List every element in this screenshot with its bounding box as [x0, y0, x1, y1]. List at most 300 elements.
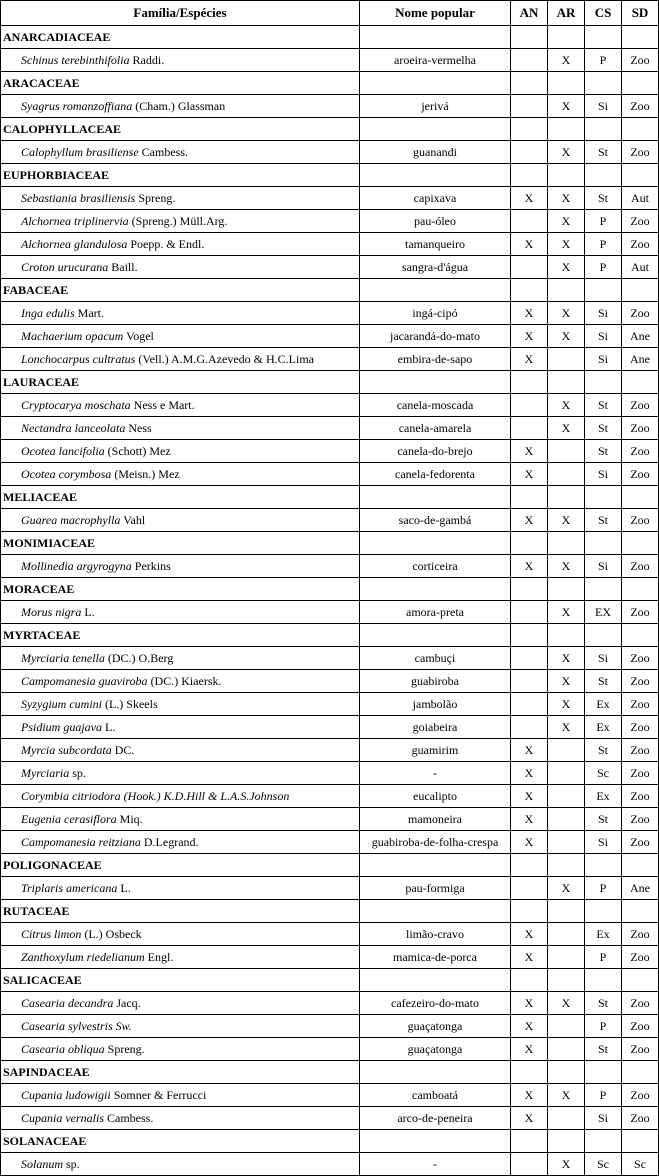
species-author: Perkins	[131, 559, 171, 573]
popular-name: -	[360, 1153, 511, 1176]
species-name	[1, 210, 360, 233]
cs-value: St	[585, 808, 622, 831]
species-author: Spreng.	[135, 191, 176, 205]
sd-value: Zoo	[622, 417, 659, 440]
species-name	[1, 647, 360, 670]
family-name: EUPHORBIACEAE	[1, 164, 360, 187]
family-row-empty-cell	[360, 26, 511, 49]
popular-name: guabiroba	[360, 670, 511, 693]
cs-value: EX	[585, 601, 622, 624]
species-name	[1, 693, 360, 716]
sd-value: Zoo	[622, 141, 659, 164]
header-row	[1, 1, 659, 26]
popular-name: arco-de-peneira	[360, 1107, 511, 1130]
an-mark	[511, 670, 548, 693]
header-popular-name: Nome popular	[360, 1, 511, 26]
family-name: RUTACEAE	[1, 900, 360, 923]
species-author: (Spreng.) Müll.Arg.	[128, 214, 228, 228]
cs-value: Si	[585, 463, 622, 486]
species-row	[1, 693, 659, 716]
cs-value: P	[585, 210, 622, 233]
cs-value: Si	[585, 348, 622, 371]
family-name: SOLANACEAE	[1, 1130, 360, 1153]
sd-value: Zoo	[622, 440, 659, 463]
an-mark	[511, 1153, 548, 1176]
cs-value: P	[585, 233, 622, 256]
ar-mark	[548, 831, 585, 854]
an-mark	[511, 141, 548, 164]
family-row-empty-cell	[360, 118, 511, 141]
an-mark: X	[511, 302, 548, 325]
family-row-empty-cell	[585, 1061, 622, 1084]
ar-mark: X	[548, 302, 585, 325]
ar-mark	[548, 1107, 585, 1130]
species-name	[1, 946, 360, 969]
sd-value: Zoo	[622, 992, 659, 1015]
species-genus: Alchornea triplinervia	[21, 214, 129, 228]
family-row	[1, 532, 659, 555]
species-author: L.	[81, 605, 95, 619]
ar-mark: X	[548, 95, 585, 118]
species-row	[1, 1084, 659, 1107]
sd-value: Ane	[622, 877, 659, 900]
species-genus: Ocotea corymbosa	[21, 467, 112, 481]
species-genus: Myrciaria	[21, 766, 70, 780]
species-name	[1, 831, 360, 854]
family-row-empty-cell	[360, 371, 511, 394]
an-mark	[511, 647, 548, 670]
species-author: Cambess.	[138, 145, 189, 159]
family-row-empty-cell	[585, 26, 622, 49]
cs-value: Ex	[585, 785, 622, 808]
species-name	[1, 440, 360, 463]
family-row	[1, 26, 659, 49]
species-author: DC.	[111, 743, 135, 757]
popular-name: jacarandá-do-mato	[360, 325, 511, 348]
family-row-empty-cell	[585, 371, 622, 394]
an-mark: X	[511, 325, 548, 348]
species-genus: Mollinedia argyrogyna	[21, 559, 132, 573]
sd-value: Zoo	[622, 1038, 659, 1061]
table-body	[1, 26, 659, 1176]
species-name	[1, 141, 360, 164]
family-row-empty-cell	[511, 578, 548, 601]
family-row	[1, 1061, 659, 1084]
family-row-empty-cell	[511, 1130, 548, 1153]
species-row	[1, 1038, 659, 1061]
species-genus: Psidium guajava	[21, 720, 102, 734]
species-author: Raddi.	[129, 53, 165, 67]
sd-value: Aut	[622, 187, 659, 210]
cs-value: St	[585, 670, 622, 693]
species-author: Vahl	[120, 513, 146, 527]
cs-value: P	[585, 49, 622, 72]
an-mark: X	[511, 946, 548, 969]
family-row-empty-cell	[585, 118, 622, 141]
species-name	[1, 325, 360, 348]
family-name: SALICACEAE	[1, 969, 360, 992]
family-row-empty-cell	[548, 854, 585, 877]
header-sd: SD	[622, 1, 659, 26]
species-row	[1, 785, 659, 808]
popular-name: goiabeira	[360, 716, 511, 739]
family-row	[1, 854, 659, 877]
family-row-empty-cell	[622, 532, 659, 555]
species-row	[1, 325, 659, 348]
cs-value: Si	[585, 647, 622, 670]
ar-mark: X	[548, 647, 585, 670]
an-mark	[511, 95, 548, 118]
species-genus: Cryptocarya moschata	[21, 398, 131, 412]
family-row-empty-cell	[622, 486, 659, 509]
popular-name: guaçatonga	[360, 1038, 511, 1061]
popular-name: mamica-de-porca	[360, 946, 511, 969]
species-author: Somner & Ferrucci	[110, 1088, 207, 1102]
sd-value: Zoo	[622, 555, 659, 578]
family-row-empty-cell	[511, 118, 548, 141]
family-row-empty-cell	[360, 1130, 511, 1153]
popular-name: canela-moscada	[360, 394, 511, 417]
sd-value: Zoo	[622, 693, 659, 716]
species-name	[1, 394, 360, 417]
an-mark: X	[511, 739, 548, 762]
species-genus: Cupania vernalis	[21, 1111, 104, 1125]
an-mark: X	[511, 762, 548, 785]
popular-name: guabiroba-de-folha-crespa	[360, 831, 511, 854]
popular-name: canela-fedorenta	[360, 463, 511, 486]
ar-mark	[548, 785, 585, 808]
species-name	[1, 1038, 360, 1061]
family-row-empty-cell	[360, 164, 511, 187]
sd-value: Zoo	[622, 463, 659, 486]
family-row-empty-cell	[585, 578, 622, 601]
species-genus: Campomanesia reitziana	[21, 835, 141, 849]
species-row	[1, 256, 659, 279]
an-mark: X	[511, 440, 548, 463]
species-name	[1, 716, 360, 739]
popular-name: tamanqueiro	[360, 233, 511, 256]
family-row	[1, 900, 659, 923]
species-author: Vogel	[123, 329, 154, 343]
cs-value: Si	[585, 1107, 622, 1130]
ar-mark: X	[548, 256, 585, 279]
an-mark	[511, 716, 548, 739]
sd-value: Zoo	[622, 95, 659, 118]
family-name: MONIMIACEAE	[1, 532, 360, 555]
species-name	[1, 187, 360, 210]
family-row-empty-cell	[585, 624, 622, 647]
species-genus: Myrcia subcordata	[21, 743, 112, 757]
species-row	[1, 210, 659, 233]
sd-value: Zoo	[622, 1107, 659, 1130]
family-row-empty-cell	[511, 969, 548, 992]
species-row	[1, 141, 659, 164]
species-name	[1, 302, 360, 325]
family-row-empty-cell	[548, 578, 585, 601]
family-row-empty-cell	[548, 164, 585, 187]
family-row-empty-cell	[622, 279, 659, 302]
cs-value: P	[585, 877, 622, 900]
species-row	[1, 49, 659, 72]
ar-mark	[548, 1038, 585, 1061]
family-name: MYRTACEAE	[1, 624, 360, 647]
family-row-empty-cell	[622, 72, 659, 95]
family-name: ARACACEAE	[1, 72, 360, 95]
family-row-empty-cell	[622, 164, 659, 187]
species-name	[1, 1015, 360, 1038]
an-mark: X	[511, 463, 548, 486]
sd-value: Zoo	[622, 509, 659, 532]
family-name: CALOPHYLLACEAE	[1, 118, 360, 141]
popular-name: guaçatonga	[360, 1015, 511, 1038]
species-genus: Myrciaria tenella	[21, 651, 105, 665]
popular-name: pau-formiga	[360, 877, 511, 900]
family-row-empty-cell	[585, 900, 622, 923]
ar-mark	[548, 739, 585, 762]
sd-value: Zoo	[622, 210, 659, 233]
family-row-empty-cell	[585, 72, 622, 95]
cs-value: Ex	[585, 693, 622, 716]
family-row	[1, 164, 659, 187]
species-row	[1, 348, 659, 371]
species-genus: Guarea macrophylla	[21, 513, 121, 527]
popular-name: camboatá	[360, 1084, 511, 1107]
ar-mark: X	[548, 601, 585, 624]
species-row	[1, 831, 659, 854]
ar-mark: X	[548, 141, 585, 164]
family-row-empty-cell	[585, 279, 622, 302]
species-name	[1, 463, 360, 486]
family-name: POLIGONACEAE	[1, 854, 360, 877]
cs-value: Ex	[585, 923, 622, 946]
cs-value: P	[585, 256, 622, 279]
an-mark: X	[511, 923, 548, 946]
family-row-empty-cell	[511, 72, 548, 95]
species-author: L.	[117, 881, 131, 895]
species-row	[1, 509, 659, 532]
species-genus: Citrus limon	[21, 927, 82, 941]
family-row-empty-cell	[360, 1061, 511, 1084]
species-genus: Morus nigra	[21, 605, 82, 619]
sd-value: Zoo	[622, 302, 659, 325]
sd-value: Ane	[622, 348, 659, 371]
family-row	[1, 1130, 659, 1153]
species-genus: Inga edulis	[21, 306, 75, 320]
popular-name: eucalipto	[360, 785, 511, 808]
family-row-empty-cell	[548, 532, 585, 555]
species-name	[1, 877, 360, 900]
popular-name: canela-do-brejo	[360, 440, 511, 463]
family-row-empty-cell	[360, 578, 511, 601]
ar-mark: X	[548, 1084, 585, 1107]
cs-value: St	[585, 992, 622, 1015]
species-row	[1, 716, 659, 739]
species-author: Spreng.	[104, 1042, 145, 1056]
species-name	[1, 95, 360, 118]
family-row	[1, 578, 659, 601]
cs-value: Ex	[585, 716, 622, 739]
family-name: SAPINDACEAE	[1, 1061, 360, 1084]
family-row	[1, 118, 659, 141]
species-row	[1, 302, 659, 325]
species-row	[1, 923, 659, 946]
family-name: MORACEAE	[1, 578, 360, 601]
species-genus: Machaerium opacum	[21, 329, 124, 343]
ar-mark: X	[548, 992, 585, 1015]
ar-mark: X	[548, 417, 585, 440]
family-row	[1, 486, 659, 509]
species-genus: Eugenia cerasiflora	[21, 812, 117, 826]
ar-mark	[548, 808, 585, 831]
species-genus: Lonchocarpus cultratus	[21, 352, 136, 366]
family-row-empty-cell	[585, 164, 622, 187]
an-mark: X	[511, 348, 548, 371]
family-row-empty-cell	[511, 900, 548, 923]
ar-mark: X	[548, 509, 585, 532]
family-row-empty-cell	[360, 900, 511, 923]
family-row-empty-cell	[622, 1130, 659, 1153]
sd-value: Ane	[622, 325, 659, 348]
an-mark: X	[511, 1015, 548, 1038]
species-row	[1, 187, 659, 210]
popular-name: capixava	[360, 187, 511, 210]
an-mark: X	[511, 831, 548, 854]
ar-mark: X	[548, 877, 585, 900]
family-row-empty-cell	[548, 969, 585, 992]
ar-mark: X	[548, 555, 585, 578]
species-genus: Sebastiania brasiliensis	[21, 191, 136, 205]
species-genus: Ocotea lancifolia	[21, 444, 105, 458]
an-mark: X	[511, 509, 548, 532]
family-row-empty-cell	[548, 900, 585, 923]
ar-mark: X	[548, 716, 585, 739]
an-mark	[511, 877, 548, 900]
cs-value: Si	[585, 325, 622, 348]
family-row-empty-cell	[548, 1130, 585, 1153]
sd-value: Zoo	[622, 785, 659, 808]
species-author: D.Legrand.	[140, 835, 199, 849]
cs-value: St	[585, 187, 622, 210]
popular-name: embira-de-sapo	[360, 348, 511, 371]
species-row	[1, 670, 659, 693]
species-row	[1, 1107, 659, 1130]
species-row	[1, 601, 659, 624]
ar-mark: X	[548, 187, 585, 210]
sd-value: Zoo	[622, 601, 659, 624]
cs-value: Si	[585, 95, 622, 118]
sd-value: Aut	[622, 256, 659, 279]
species-row	[1, 877, 659, 900]
family-row-empty-cell	[622, 1061, 659, 1084]
family-row-empty-cell	[360, 624, 511, 647]
species-row	[1, 394, 659, 417]
popular-name: ingá-cipó	[360, 302, 511, 325]
family-row-empty-cell	[511, 532, 548, 555]
family-row-empty-cell	[585, 969, 622, 992]
family-name: FABACEAE	[1, 279, 360, 302]
cs-value: P	[585, 1015, 622, 1038]
popular-name: cafezeiro-do-mato	[360, 992, 511, 1015]
family-row-empty-cell	[622, 371, 659, 394]
popular-name: sangra-d'água	[360, 256, 511, 279]
species-name	[1, 739, 360, 762]
species-genus: Zanthoxylum riedelianum	[21, 950, 145, 964]
family-row-empty-cell	[360, 532, 511, 555]
cs-value: St	[585, 141, 622, 164]
popular-name: mamoneira	[360, 808, 511, 831]
species-row	[1, 1015, 659, 1038]
cs-value: Sc	[585, 762, 622, 785]
species-name	[1, 417, 360, 440]
family-row-empty-cell	[360, 854, 511, 877]
family-row-empty-cell	[511, 164, 548, 187]
species-author: (Vell.) A.M.G.Azevedo & H.C.Lima	[135, 352, 314, 366]
sd-value: Zoo	[622, 670, 659, 693]
species-genus: Nectandra lanceolata	[21, 421, 126, 435]
species-author: Poepp. & Endl.	[127, 237, 205, 251]
family-row-empty-cell	[548, 72, 585, 95]
species-name	[1, 233, 360, 256]
an-mark	[511, 210, 548, 233]
species-name	[1, 509, 360, 532]
an-mark	[511, 394, 548, 417]
species-genus: Cupania ludowigii	[21, 1088, 111, 1102]
species-author: Ness	[125, 421, 152, 435]
species-genus: Casearia decandra	[21, 996, 114, 1010]
popular-name: pau-óleo	[360, 210, 511, 233]
an-mark	[511, 601, 548, 624]
species-name	[1, 670, 360, 693]
family-row-empty-cell	[548, 486, 585, 509]
popular-name: aroeira-vermelha	[360, 49, 511, 72]
species-genus: Alchornea glandulosa	[21, 237, 128, 251]
sd-value: Zoo	[622, 808, 659, 831]
species-row	[1, 762, 659, 785]
cs-value: Sc	[585, 1153, 622, 1176]
species-author: (L.) Skeels	[101, 697, 158, 711]
family-row	[1, 969, 659, 992]
family-row-empty-cell	[622, 854, 659, 877]
species-row	[1, 555, 659, 578]
ar-mark	[548, 762, 585, 785]
an-mark: X	[511, 992, 548, 1015]
sd-value: Zoo	[622, 1015, 659, 1038]
family-name: ANARCADIACEAE	[1, 26, 360, 49]
an-mark	[511, 693, 548, 716]
species-genus: Triplaris americana	[21, 881, 118, 895]
family-row-empty-cell	[622, 578, 659, 601]
popular-name: cambuçi	[360, 647, 511, 670]
sd-value: Zoo	[622, 233, 659, 256]
family-row-empty-cell	[622, 969, 659, 992]
cs-value: Si	[585, 302, 622, 325]
species-author: Cambess.	[104, 1111, 154, 1125]
species-author: sp.	[63, 1157, 80, 1171]
sd-value: Zoo	[622, 739, 659, 762]
species-name	[1, 785, 360, 808]
species-row	[1, 463, 659, 486]
family-row-empty-cell	[360, 969, 511, 992]
species-name	[1, 49, 360, 72]
an-mark: X	[511, 1038, 548, 1061]
sd-value: Zoo	[622, 946, 659, 969]
species-row	[1, 992, 659, 1015]
ar-mark	[548, 440, 585, 463]
ar-mark: X	[548, 49, 585, 72]
family-row-empty-cell	[511, 486, 548, 509]
popular-name: jerivá	[360, 95, 511, 118]
an-mark: X	[511, 1107, 548, 1130]
